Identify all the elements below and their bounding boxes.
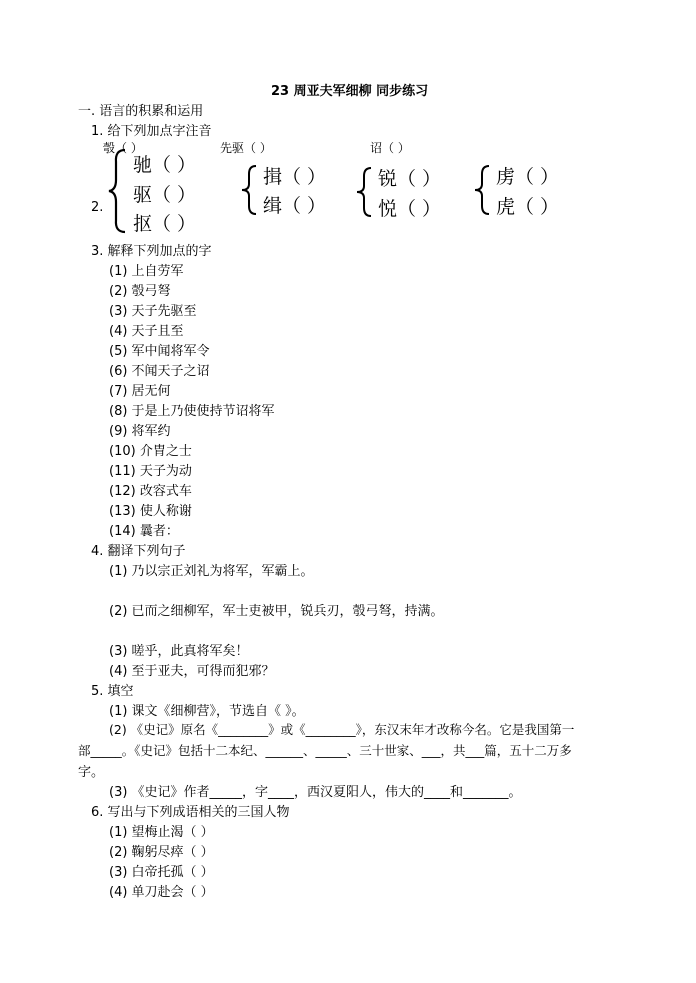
q2-group3-item-1: 锐（ ） <box>378 168 442 190</box>
section-heading: 一. 语言的积累和运用 <box>78 104 204 119</box>
q3-item: (8) 于是上乃使使持节诏将军 <box>109 404 275 419</box>
q5-line-3: 部_____。《史记》包括十二本纪、______、_____、三十世家、___，共___篇，五十二万多 <box>78 743 572 758</box>
question-3-label: 3. 解释下列加点的字 <box>91 244 212 259</box>
q3-item: (1) 上自劳军 <box>109 264 184 279</box>
q1-item-1: 彀（ ） <box>103 141 143 155</box>
q3-item: (3) 天子先驱至 <box>109 304 197 319</box>
brace-icon <box>355 166 375 218</box>
q4-item: (4) 至于亚夫，可得而犯邪？ <box>109 664 275 679</box>
q3-item: (11) 天子为动 <box>109 464 192 479</box>
q3-item: (9) 将军约 <box>109 424 171 439</box>
q4-item: (2) 已而之细柳军，军士吏被甲，锐兵刃，彀弓弩，持满。 <box>109 604 444 619</box>
q4-item: (1) 乃以宗正刘礼为将军，军霸上。 <box>109 564 314 579</box>
q5-line-2: (2) 《史记》原名《________》或《________》，东汉末年才改称今名。它是我国第一 <box>109 722 575 737</box>
q2-group3-item-2: 悦（ ） <box>378 198 442 220</box>
q3-item: (2) 彀弓弩 <box>109 284 171 299</box>
q3-item: (13) 使人称谢 <box>109 504 192 519</box>
question-5-label: 5. 填空 <box>91 684 134 699</box>
q3-item: (7) 居无何 <box>109 384 171 399</box>
q1-item-2: 先驱（ ） <box>220 141 272 155</box>
q3-item: (14) 曩者： <box>109 524 179 539</box>
question-1-label: 1. 给下列加点字注音 <box>91 124 212 139</box>
q2-group1-item-1: 驰（ ） <box>133 154 197 176</box>
q3-item: (12) 改容式车 <box>109 484 192 499</box>
q3-item: (5) 军中闻将军令 <box>109 344 210 359</box>
q6-item: (3) 白帝托孤（ ） <box>109 865 214 880</box>
q5-line-1: (1) 课文《细柳营》，节选自《 》。 <box>109 704 305 719</box>
brace-icon <box>473 164 493 216</box>
q4-item: (3) 嗟乎，此真将军矣！ <box>109 644 249 659</box>
q1-item-3: 诏（ ） <box>370 141 410 155</box>
q2-group4-item-2: 虎（ ） <box>496 196 560 218</box>
q3-item: (6) 不闻天子之诏 <box>109 364 210 379</box>
q6-item: (4) 单刀赴会（ ） <box>109 885 214 900</box>
brace-icon <box>107 148 129 234</box>
q3-item: (10) 介胄之士 <box>109 444 192 459</box>
brace-icon <box>240 164 260 216</box>
q2-group2-item-1: 揖（ ） <box>263 166 327 188</box>
question-6-label: 6. 写出与下列成语相关的三国人物 <box>91 805 290 820</box>
q2-group2-item-2: 缉（ ） <box>263 195 327 217</box>
question-4-label: 4. 翻译下列句子 <box>91 544 186 559</box>
q2-group1-item-2: 驱（ ） <box>133 184 197 206</box>
q3-item: (4) 天子且至 <box>109 324 184 339</box>
q6-item: (2) 鞠躬尽瘁（ ） <box>109 845 214 860</box>
q2-group1-item-3: 抠（ ） <box>133 213 197 235</box>
q5-line-4: 字。 <box>78 765 105 780</box>
q2-group4-item-1: 虏（ ） <box>496 166 560 188</box>
q6-item: (1) 望梅止渴（ ） <box>109 825 214 840</box>
page-title: 23 周亚夫军细柳 同步练习 <box>271 84 429 99</box>
q5-line-5: (3) 《史记》作者_____，字____，西汉夏阳人，伟大的____和_______。 <box>109 785 522 800</box>
question-2-label: 2. <box>91 200 104 215</box>
